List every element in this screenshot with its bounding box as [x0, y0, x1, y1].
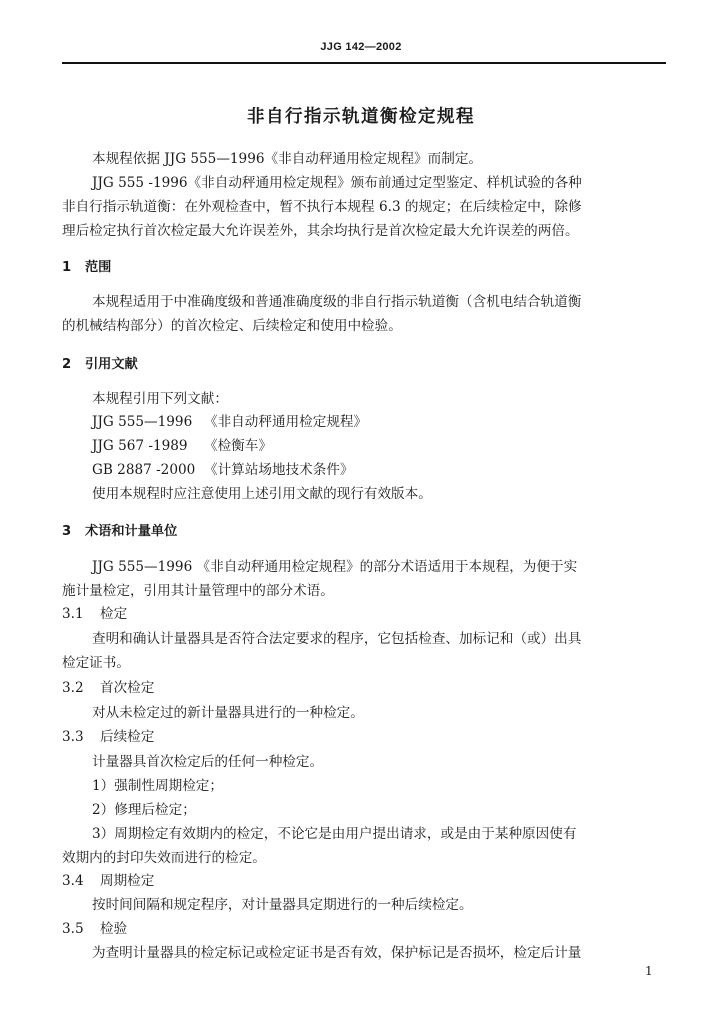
section-number: 2	[62, 357, 72, 372]
subsection-heading: 检定	[100, 606, 128, 622]
section-number: 3	[62, 524, 72, 539]
intro-line: 理后检定执行首次检定最大允许误差外，其余均执行是首次检定最大允许误差的两倍。	[62, 223, 579, 239]
list-item: 3）周期检定有效期内的检定，不论它是由用户提出请求，或是由于某种原因使有	[92, 826, 577, 842]
reference-name: 《非自动秤通用检定规程》	[204, 414, 368, 430]
reference-code: JJG 555—1996	[92, 414, 193, 430]
subsection-heading: 首次检定	[100, 680, 155, 696]
intro-line: 本规程依据 JJG 555—1996《非自动秤通用检定规程》而制定。	[92, 151, 483, 167]
section-line: 使用本规程时应注意使用上述引用文献的现行有效版本。	[92, 486, 432, 502]
section-line: 的机械结构部分）的首次检定、后续检定和使用中检验。	[62, 318, 402, 334]
header-rule	[62, 62, 666, 64]
subsection-line: 对从未检定过的新计量器具进行的一种检定。	[92, 705, 364, 721]
subsection-number: 3.1	[62, 606, 84, 622]
subsection-line: 按时间间隔和规定程序，对计量器具定期进行的一种后续检定。	[92, 897, 473, 913]
intro-line: 非自行指示轨道衡：在外观检查中，暂不执行本规程 6.3 的规定；在后续检定中，除修	[62, 199, 582, 215]
subsection-heading: 后续检定	[100, 729, 155, 745]
section-heading: 引用文献	[85, 357, 138, 372]
subsection-line: 查明和确认计量器具是否符合法定要求的程序，它包括检查、加标记和（或）出具	[92, 631, 582, 647]
subsection-heading: 检验	[100, 921, 128, 937]
section-number: 1	[62, 260, 72, 275]
section-heading: 术语和计量单位	[85, 524, 178, 539]
subsection-line: 检定证书。	[62, 655, 130, 671]
list-item: 1）强制性周期检定；	[92, 778, 223, 794]
reference-name: 《计算站场地技术条件》	[204, 462, 354, 478]
subsection-number: 3.2	[62, 680, 84, 696]
subsection-line: 为查明计量器具的检定标记或检定证书是否有效，保护标记是否损坏，检定后计量	[92, 945, 582, 961]
header-code: JJG 142—2002	[320, 41, 402, 53]
section-line: JJG 555—1996 《非自动秤通用检定规程》的部分术语适用于本规程，为便于实	[92, 559, 578, 575]
intro-line: JJG 555 -1996《非自动秤通用检定规程》颁布前通过定型鉴定、样机试验的各种	[92, 175, 582, 191]
reference-code: JJG 567 -1989	[92, 438, 188, 454]
reference-code: GB 2887 -2000	[92, 462, 196, 478]
section-line: 本规程适用于中准确度级和普通准确度级的非自行指示轨道衡（含机电结合轨道衡	[92, 294, 582, 310]
page-number: 1	[645, 964, 653, 978]
subsection-heading: 周期检定	[100, 873, 155, 889]
subsection-number: 3.4	[62, 873, 84, 889]
subsection-number: 3.5	[62, 921, 84, 937]
subsection-number: 3.3	[62, 729, 84, 745]
list-item: 效期内的封印失效而进行的检定。	[62, 850, 266, 866]
section-heading: 范围	[85, 260, 112, 275]
subsection-line: 计量器具首次检定后的任何一种检定。	[92, 754, 324, 770]
section-line: 本规程引用下列文献：	[92, 391, 228, 407]
reference-name: 《检衡车》	[204, 438, 272, 454]
list-item: 2）修理后检定；	[92, 802, 196, 818]
section-line: 施计量检定，引用其计量管理中的部分术语。	[62, 583, 334, 599]
document-title: 非自行指示轨道衡检定规程	[247, 107, 475, 127]
